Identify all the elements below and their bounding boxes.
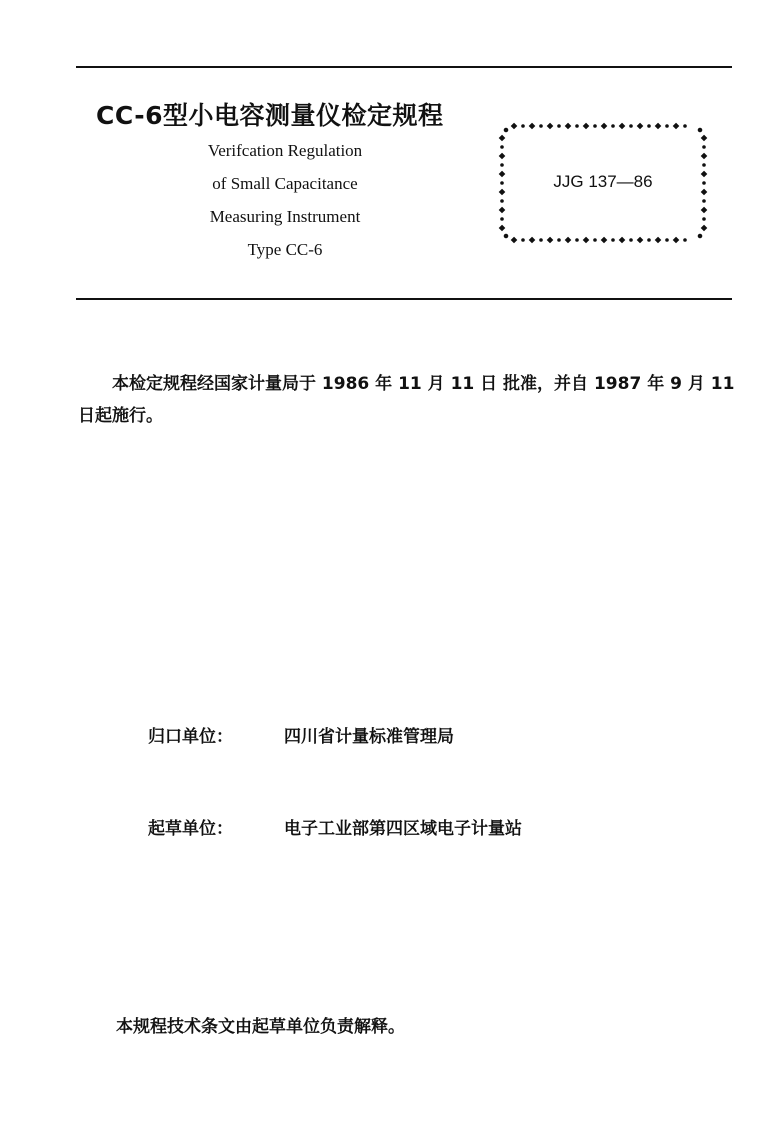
document-title-english-line-1: Verifcation Regulation — [207, 141, 363, 160]
border-dot — [576, 125, 579, 128]
top-rule — [76, 66, 732, 68]
border-diamond — [655, 237, 660, 242]
border-dot — [540, 239, 543, 242]
border-diamond — [547, 123, 552, 128]
border-dot — [630, 125, 633, 128]
border-diamond — [499, 207, 504, 212]
border-dot — [666, 239, 669, 242]
border-diamond — [701, 153, 706, 158]
border-dot — [698, 128, 702, 132]
border-diamond — [637, 237, 642, 242]
border-diamond — [499, 225, 504, 230]
responsible-unit-label: 归口单位： — [148, 727, 233, 747]
border-diamond — [583, 237, 588, 242]
border-diamond — [619, 237, 624, 242]
border-diamond — [511, 123, 516, 128]
border-diamond — [565, 123, 570, 128]
document-title-english-line-4: Type CC-6 — [247, 240, 323, 259]
border-diamond — [701, 135, 706, 140]
border-dot — [612, 239, 615, 242]
standard-code-box — [496, 120, 710, 246]
interpretation-note: 本规程技术条文由起草单位负责解释。 — [116, 1017, 405, 1037]
border-dot — [630, 239, 633, 242]
border-dot — [522, 239, 525, 242]
border-diamond — [601, 123, 606, 128]
border-dot — [703, 164, 706, 167]
border-diamond — [673, 237, 678, 242]
border-dot — [501, 146, 504, 149]
border-diamond — [583, 123, 588, 128]
border-diamond — [673, 123, 678, 128]
border-dot — [648, 239, 651, 242]
border-dot — [684, 239, 687, 242]
drafting-unit-label: 起草单位： — [148, 819, 233, 839]
border-diamond — [547, 237, 552, 242]
border-dot — [612, 125, 615, 128]
document-title-english-line-2: of Small Capacitance — [212, 174, 358, 193]
responsible-unit-row — [148, 722, 454, 747]
border-dot — [504, 128, 508, 132]
border-dot — [648, 125, 651, 128]
border-dot — [504, 234, 508, 238]
responsible-unit-value: 四川省计量标准管理局 — [284, 727, 454, 747]
border-dot — [522, 125, 525, 128]
border-diamond — [529, 237, 534, 242]
border-dot — [501, 218, 504, 221]
border-dot — [501, 200, 504, 203]
border-diamond — [499, 153, 504, 158]
border-dot — [703, 146, 706, 149]
border-diamond — [511, 237, 516, 242]
border-diamond — [701, 207, 706, 212]
document-title-english-line-3: Measuring Instrument — [209, 207, 361, 226]
border-dot — [558, 239, 561, 242]
border-diamond — [499, 135, 504, 140]
drafting-unit-row — [148, 814, 522, 839]
border-dot — [698, 234, 702, 238]
document-title-chinese: CC-6型小电容测量仪检定规程 — [96, 101, 444, 130]
border-dot — [576, 239, 579, 242]
border-diamond — [619, 123, 624, 128]
border-diamond — [601, 237, 606, 242]
bottom-rule — [76, 298, 732, 300]
border-diamond — [565, 237, 570, 242]
border-diamond — [701, 225, 706, 230]
border-diamond — [637, 123, 642, 128]
border-dot — [594, 125, 597, 128]
border-dot — [684, 125, 687, 128]
border-dot — [540, 125, 543, 128]
border-dot — [594, 239, 597, 242]
border-diamond — [529, 123, 534, 128]
border-dot — [558, 125, 561, 128]
border-dot — [703, 218, 706, 221]
border-dot — [703, 200, 706, 203]
border-dot — [666, 125, 669, 128]
border-dot — [501, 164, 504, 167]
approval-statement: 本检定规程经国家计量局于 1986 年 11 月 11 日 批准，并自 1987 年 9 月 11 日起施行。 — [78, 374, 735, 426]
border-diamond — [655, 123, 660, 128]
drafting-unit-value: 电子工业部第四区域电子计量站 — [284, 819, 522, 839]
standard-code: JJG 137—86 — [553, 172, 653, 191]
